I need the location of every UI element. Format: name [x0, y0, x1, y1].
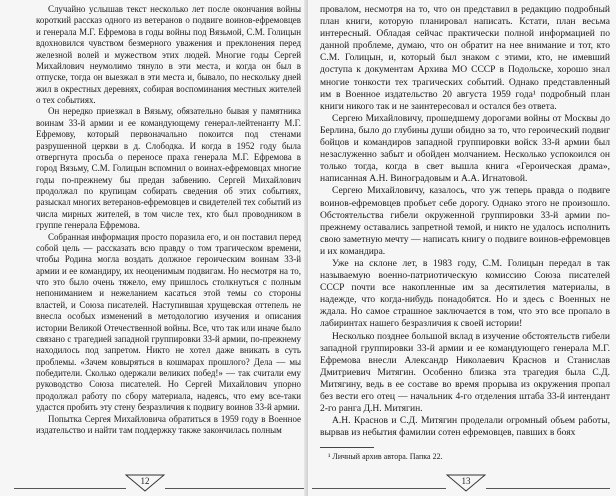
right-paragraph-1: провалом, несмотря на то, что он представил в редакцию подробный план книги, которую планировал написать. Кстати, план весьма интересный. Обладая сейчас практически полной информацией по данной проблеме, думаю, что он обратит на нее внимание и тот, кто С.М. Голицын, и, который был знаком с этими, кто, не имевший доступа к документам Архива МО СССР в Подольске, хорошо знал многие тонкости тех трагических событий. Однако представленный им в Военное издательство 20 августа 1959 года¹ подробный план книги никого так и не заинтересовал и остался без ответа. — [320, 4, 610, 112]
page-rule-right — [165, 488, 305, 489]
right-paragraph-5: Несколько позднее большой вклад в изучение обстоятельств гибели западной группировки 33-й армии и ее командующего генерала М.Г. Ефремова внесли Александр Николаевич Краснов и Станислав Дмитриевич Митягин. Особенно близка эта трагедия была С.Д. Митягину, ведь в ее составе во время прорыва из окружения пропал без вести его отец — начальник 4-го отделения штаба 33-й интендант 2-го ранга Д.Н. Митягин. — [320, 330, 610, 415]
right-paragraph-2: Сергею Михайловичу, прошедшему дорогами войны от Москвы до Берлина, было до глубины души обидно за то, что героический подвиг бойцов и командиров западной группировки войск 33-й армии был незаслуженно забыт и обойден молчанием. Несколько успокоился он только тогда, когда в свет вышла книга «Героическая драма», написанная А.Н. Виноградовым и А.А. Игнатовой. — [320, 112, 610, 185]
left-paragraph-1: Случайно услышав текст несколько лет после окончания войны короткий рассказ одного из ветеранов о подвиге воинов-ефремовцев и генерала М.Г. Ефремова в годы войны под Вязьмой, С.М. Голицын вдохновился чувством безмерного уважения и преклонения перед железной волей и мужеством этих людей. Многие годы Сергей Михайлович неумолимо тянуло в эти места, и когда он был в отпуске, тогда он выезжал в эти места и, бывало, по нескольку дней жил в окрестных деревнях, собирая воспоминания местных жителей о тех событиях. — [36, 4, 301, 105]
page-number-right — [446, 474, 486, 492]
left-paragraph-4: Попытка Сергея Михайловича обратиться в 1959 году в Военное издательство и найти там поддержку также закончилась полным — [36, 413, 301, 435]
page-number-label: 12 — [140, 476, 150, 486]
left-paragraph-3: Собранная информация просто поразила его, и он поставил перед собой цель — рассказать всю правду о том трагическом времени, чтобы Родина могла воздать должное героическим воинам 33-й армии и ее командиру, их неоценимым подвигам. Но несмотря на то, что это было очень тяжело, ему пришлось столкнуться с полным непониманием и нежеланием касаться этой темы со стороны властей, и Союза писателей. Наступившая хрущевская оттепель не внесла особых изменений в методологию изучения и описания истории Великой Отечественной войны. Все, что так или иначе было связано с трагедией западной группировки 33-й армии, по-прежнему находилось под запретом. Никто не хотел даже вникать в суть проблемы. «Зачем ковыряться в кошмарах прошлого? Дела — мы победители. Сколько одержали великих побед!» — так считали ему руководство Союза писателей. Но Сергей Михайлович упорно продолжал работу по сбору материала, надеясь, что ему все-таки удастся пробить эту стену безразличия к подвигу воинов 33-й армии. — [36, 231, 301, 413]
right-page — [308, 0, 616, 496]
right-paragraph-4: Уже на склоне лет, в 1983 году, С.М. Голицын передал в так называемую военно-патриотическую комиссию Союза писателей СССР почти все накопленные им за десятилетия материалы, в надежде, что когда-нибудь понадобятся. Но и здесь с Военных не ждала. Но самое страшное заключается в том, что это все пропало в лабиринтах нашего безразличия к своей истории! — [320, 257, 610, 330]
footnote: ¹ Личный архив автора. Папка 22. — [328, 452, 443, 461]
page-rule-left — [14, 488, 126, 489]
left-page-text — [36, 4, 301, 436]
page-number-left — [125, 474, 165, 492]
page-number-label: 13 — [461, 476, 471, 486]
footnote-rule — [320, 447, 374, 448]
page-rule-right — [486, 488, 610, 489]
page-rule-left — [312, 488, 446, 489]
left-paragraph-2: Он нередко приезжал в Вязьму, обязательно бывая у памятника воинам 33-й армии и ее командующему генерал-лейтенанту М.Г. Ефремову, который первоначально покоится под стенами разрушенной церкви в д. Слободка. И когда в 1952 году была отвергнута просьба о переносе праха генерала М.Г. Ефремова в город Вязьму, С.М. Голицын вспомнил о воинах-ефремовцах многие годы по-прежнему бы предан забвению. Сергей Михайлович продолжал по крупицам собирать сведения об этих событиях, разыскал многих ветеранов-ефремовцев и свидетелей тех событий из числа мирных жителей, в том числе тех, кто был проводником в группе генерала Ефремова. — [36, 106, 301, 231]
right-paragraph-3: Сергею Михайловичу, казалось, что уж теперь правда о подвиге воинов-ефремовцев пробьет себе дорогу. Однако этого не произошло. Обстоятельства гибели окруженной группировки 33-й армии по-прежнему оставались запретной темой, и никто не удалось исполнить свою заметную мечту — написать книгу о подвиге воинов-ефремовцев и их командира. — [320, 185, 610, 257]
right-page-text — [320, 4, 610, 439]
right-paragraph-6: А.Н. Краснов и С.Д. Митягин проделали огромный объем работы, вырвав из небытия фамилии сотен ефремовцев, павших в боях — [320, 415, 610, 439]
